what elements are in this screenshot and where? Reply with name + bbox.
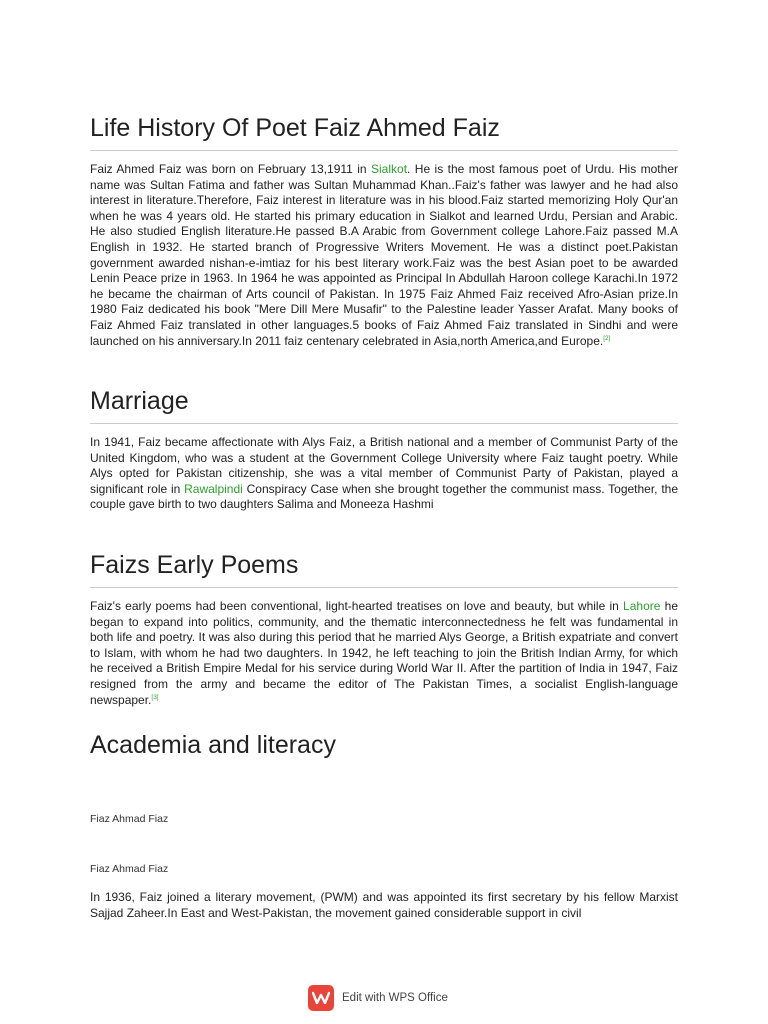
paragraph-text: In 1941, Faiz became affectionate with Alys Faiz, a British national and a member of Communist Party of the United Kingdom, who was a student at the Government College University where Faiz taught poetry. While Alys opted for Pakistan citizenship, she was a vital member of Communist Party of Pakistan, played a significant role in [90, 435, 678, 496]
section-academia [90, 730, 678, 760]
paragraph-text: Faiz's early poems had been conventional, light-hearted treatises on love and beauty, but while in [90, 599, 624, 613]
heading-divider [90, 587, 678, 588]
paragraph-text: Faiz Ahmed Faiz was born on February 13,1911 in [90, 162, 372, 176]
link-sialkot[interactable]: Sialkot [371, 162, 408, 176]
paragraph [90, 599, 678, 708]
link-lahore[interactable]: Lahore [623, 599, 661, 613]
section-heading: Life History Of Poet Faiz Ahmed Faiz [90, 114, 500, 142]
section-early-poems [90, 550, 678, 708]
heading-divider [90, 423, 678, 424]
wps-w-icon [312, 991, 330, 1005]
reference-link[interactable]: [2] [603, 334, 611, 342]
section-heading: Marriage [90, 387, 189, 415]
paragraph-text: . He is the most famous poet of Urdu. His mother name was Sultan Fatima and father was Sultan Muhammad Khan..Faiz's father was lawyer and he had also interest in literature.Therefore, Faiz interest in literature was in his blood.Faiz started memorizing Holy Qur'an when he was 4 years old. He started his primary education in Sialkot and learned Urdu, Persian and Arabic. He also studied English literature.He passed B.A Arabic from Government college Lahore.Faiz passed M.A English in 1932. He started branch of Progressive Writers Movement. He was a distinct poet.Pakistan government awarded nishan-e-imtiaz for his best literary work.Faiz was the best Asian poet to be awarded Lenin Peace prize in 1963. In 1964 he was appointed as Principal In Abdullah Haroon college Karachi.In 1972 he became the chairman of Arts council of Pakistan. In 1975 Faiz Ahmed Faiz received Afro-Asian prize.In 1980 Faiz dedicated his book "Mere Dill Mere Musafir" to the Palestine leader Yasser Arafat. Many books of Faiz Ahmed Faiz translated in other languages.5 books of Faiz Ahmed Faiz translated in Sindhi and were launched on his anniversary.In 2011 faiz centenary celebrated in Asia,north America,and Europe. [90, 162, 678, 348]
image-caption: Fiaz Ahmad Fiaz [90, 813, 169, 825]
wps-edit-button[interactable] [308, 985, 448, 1011]
heading-divider [90, 150, 678, 151]
reference-link[interactable]: [3] [151, 693, 159, 701]
section-marriage [90, 386, 678, 513]
paragraph-text: he began to expand into politics, community, and the thematic interconnectedness he felt was fundamental in both life and poetry. It was also during this period that he married Alys George, a British expatriate and convert to Islam, with whom he had two daughters. In 1942, he left teaching to join the British Indian Army, for which he received a British Empire Medal for his service during World War II. After the partition of India in 1947, Faiz resigned from the army and became the editor of The Pakistan Times, a socialist English-language newspaper. [90, 599, 678, 707]
link-rawalpindi[interactable]: Rawalpindi [184, 481, 243, 496]
wps-logo-icon [308, 985, 334, 1011]
paragraph [90, 435, 678, 513]
paragraph [90, 162, 678, 349]
wps-label: Edit with WPS Office [342, 992, 448, 1004]
paragraph-text: Conspiracy Case when she brought together the communist mass. Together, the couple gave birth to two daughters Salima and Moneeza Hashmi [90, 481, 678, 512]
section-heading: Faizs Early Poems [90, 551, 299, 579]
paragraph: In 1936, Faiz joined a literary movement, (PWM) and was appointed its first secretary by his fellow Marxist Sajjad Zaheer.In East and West-Pakistan, the movement gained considerable support in civil [90, 890, 678, 920]
section-life-history [90, 113, 678, 349]
image-caption: Fiaz Ahmad Fiaz [90, 863, 169, 875]
section-heading: Academia and literacy [90, 731, 336, 759]
